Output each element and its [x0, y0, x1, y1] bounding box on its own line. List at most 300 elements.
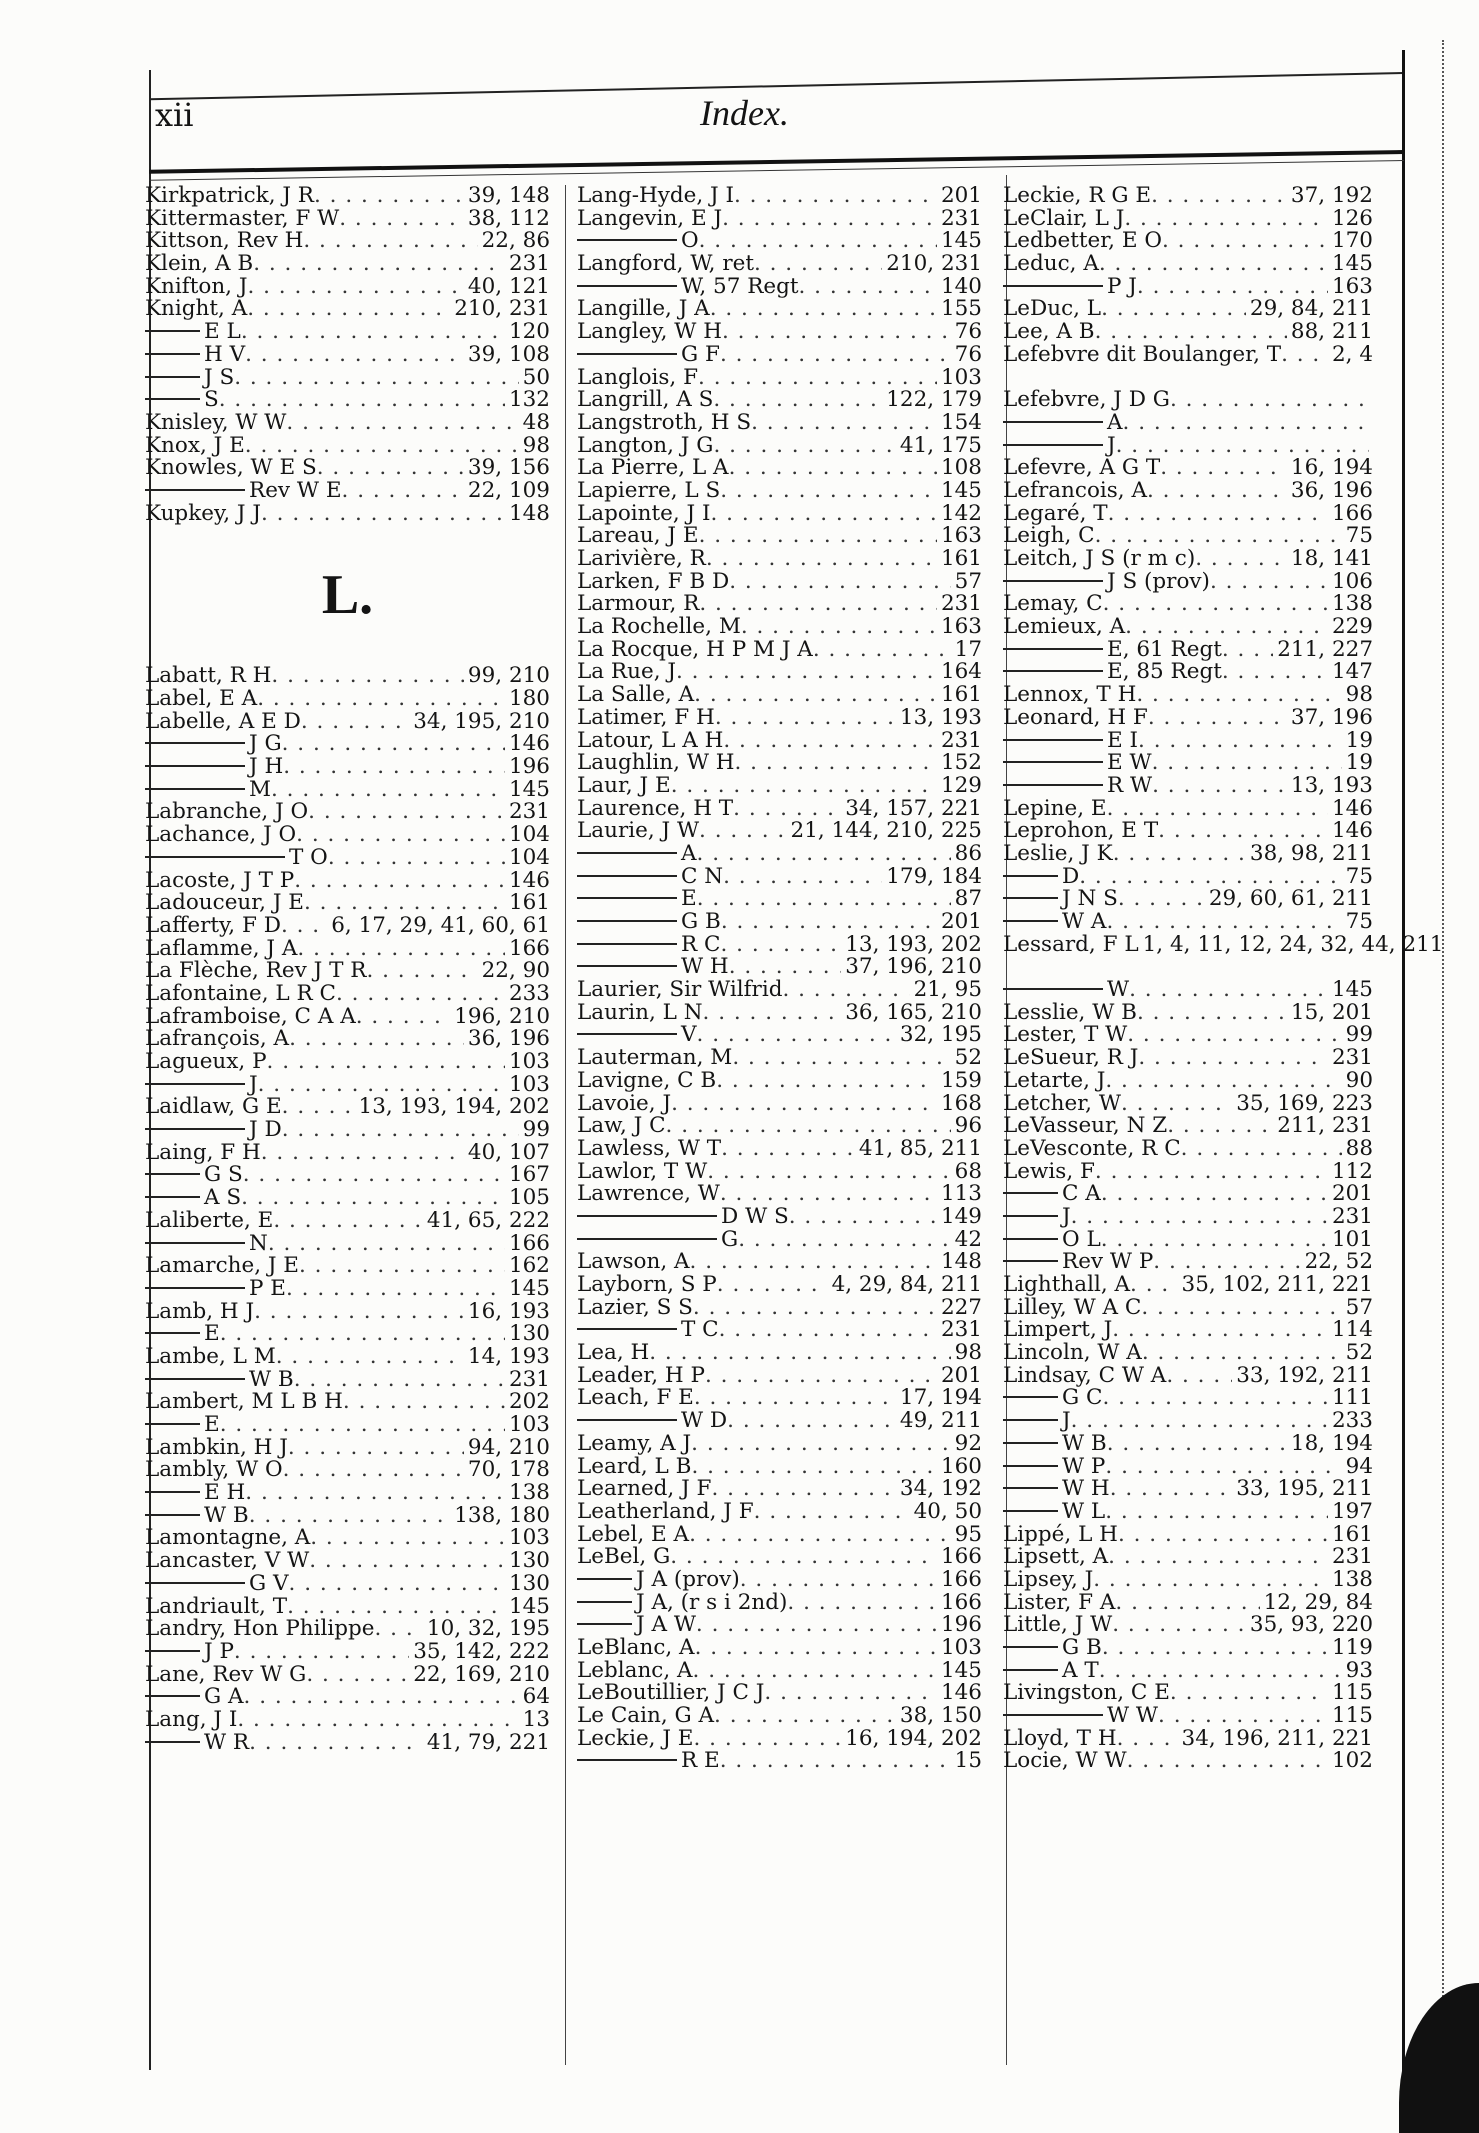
scan-shadow — [1399, 1983, 1479, 2133]
leader-dots — [1160, 457, 1287, 480]
entry-name: J S (prov) — [1107, 568, 1210, 594]
index-entry — [145, 980, 550, 1006]
entry-pages: 142 — [940, 500, 982, 526]
entry-name: Laurence, H T — [577, 795, 734, 821]
entry-pages: 52 — [954, 1045, 982, 1071]
leader-dots — [1103, 593, 1328, 616]
entry-pages: 146 — [1331, 795, 1373, 821]
entry-name: Lamontagne, A — [145, 1525, 311, 1551]
entry-name: G B — [681, 909, 721, 934]
leader-dots — [699, 593, 937, 616]
entry-pages: 22, 169, 210 — [413, 1661, 550, 1687]
index-entry — [145, 1343, 550, 1369]
entry-name: Limpert, J — [1003, 1317, 1113, 1343]
entry-pages: 111 — [1331, 1385, 1373, 1411]
entry-name: Kittermaster, F W — [145, 205, 340, 231]
entry-pages: 231 — [940, 1317, 982, 1343]
leader-dots — [342, 480, 464, 503]
entry-pages: 210, 231 — [454, 296, 550, 322]
entry-pages: 88 — [1345, 1135, 1373, 1161]
entry-pages: 161 — [940, 546, 982, 571]
entry-pages: 146 — [508, 731, 550, 757]
leader-dots — [720, 1750, 951, 1773]
entry-pages: 211, 227 — [1277, 636, 1373, 662]
leader-dots — [694, 684, 937, 707]
entry-pages: 149 — [940, 1203, 982, 1229]
index-entry — [577, 548, 982, 571]
entry-pages: 34, 196, 211, 221 — [1181, 1725, 1373, 1751]
index-entry — [145, 1003, 550, 1029]
entry-name: Kupkey, J J — [145, 500, 261, 526]
leader-dots — [1166, 1365, 1232, 1388]
leader-dots — [310, 1527, 505, 1550]
ditto-rule — [145, 489, 245, 491]
entry-pages: 159 — [940, 1067, 982, 1093]
entry-pages: 52 — [1345, 1340, 1373, 1366]
ditto-rule — [145, 376, 200, 378]
leader-dots — [1210, 571, 1328, 594]
leader-dots — [751, 412, 937, 435]
index-entry — [577, 205, 982, 231]
leader-dots — [721, 911, 937, 934]
leader-dots — [1095, 321, 1287, 344]
entry-pages: 145 — [940, 477, 982, 503]
leader-dots — [714, 1705, 896, 1728]
leader-dots — [719, 1319, 937, 1342]
index-entry — [1003, 389, 1373, 412]
entry-name: Lane, Rev W G — [145, 1661, 307, 1687]
leader-dots — [234, 367, 518, 390]
entry-name: LeDuc, L — [1003, 296, 1102, 322]
entry-pages: 22, 52 — [1304, 1249, 1373, 1275]
entry-pages: 197 — [1331, 1498, 1373, 1524]
entry-name: Labranche, J O — [145, 799, 309, 825]
leader-dots — [219, 389, 505, 412]
leader-dots — [1093, 1569, 1328, 1592]
ditto-rule — [1003, 1396, 1058, 1398]
ditto-rule — [1003, 1419, 1058, 1421]
entry-name: LeVasseur, N Z — [1003, 1113, 1168, 1139]
leader-dots — [294, 1369, 505, 1392]
entry-pages: 18, 194 — [1290, 1430, 1373, 1456]
entry-name: Lincoln, W A — [1003, 1340, 1142, 1366]
ditto-rule — [577, 1601, 632, 1603]
entry-name: Leckie, J E — [577, 1725, 694, 1751]
index-entry — [145, 1459, 550, 1482]
leader-dots — [1152, 752, 1342, 775]
leader-dots — [706, 548, 937, 571]
entry-name: Laidlaw, G E — [145, 1094, 282, 1120]
ditto-rule — [1003, 1669, 1058, 1671]
index-entry — [1003, 500, 1373, 526]
leader-dots — [764, 1682, 937, 1705]
ditto-rule — [1003, 897, 1058, 899]
entry-pages: 231 — [940, 727, 982, 753]
entry-pages: 115 — [1331, 1703, 1373, 1729]
entry-name: G S — [204, 1162, 243, 1188]
entry-pages: 18, 141 — [1290, 546, 1373, 571]
index-entry — [1003, 1135, 1373, 1161]
index-entry — [145, 389, 550, 412]
index-entry — [577, 1342, 982, 1365]
entry-name: Klein, A B — [145, 251, 254, 277]
index-entry — [577, 863, 982, 889]
leader-dots — [787, 1592, 937, 1615]
entry-pages: 13, 193 — [1290, 772, 1373, 798]
entry-pages: 16, 194 — [1290, 455, 1373, 481]
entry-name: O — [681, 228, 699, 254]
index-entry — [1003, 752, 1373, 775]
index-entry — [577, 1410, 982, 1433]
entry-name: Livingston, C E — [1003, 1680, 1170, 1706]
ditto-rule — [577, 1419, 677, 1421]
leader-dots — [289, 1028, 464, 1051]
entry-name: La Rochelle, M — [577, 614, 741, 640]
leader-dots — [1116, 435, 1369, 458]
entry-name: Langley, W H — [577, 319, 722, 345]
ditto-rule — [1003, 920, 1058, 922]
entry-pages: 98 — [954, 1340, 982, 1366]
entry-name: J G — [249, 731, 282, 757]
leader-dots — [1107, 1433, 1287, 1456]
entry-name: Lepine, E — [1003, 795, 1107, 821]
entry-pages: 196, 210 — [454, 1003, 550, 1029]
leader-dots — [1124, 208, 1328, 231]
index-entry — [577, 956, 982, 979]
entry-name: P J — [1107, 273, 1137, 299]
leader-dots — [1141, 1297, 1341, 1320]
index-entry — [1003, 1158, 1373, 1184]
entry-pages: 227 — [940, 1294, 982, 1320]
index-entry — [145, 1096, 550, 1119]
leader-dots — [717, 1274, 828, 1297]
entry-name: Lang-Hyde, J I — [577, 183, 734, 208]
entry-pages: 40, 50 — [913, 1498, 982, 1524]
entry-name: Lea, H — [577, 1340, 650, 1366]
index-entry — [577, 1498, 982, 1524]
index-entry — [577, 1589, 982, 1615]
entry-pages: 13, 193, 202 — [845, 931, 982, 957]
ditto-rule — [145, 398, 200, 400]
entry-name: J D — [249, 1117, 282, 1143]
index-entry — [145, 1661, 550, 1687]
index-entry — [1003, 1750, 1373, 1773]
entry-name: J — [1062, 1203, 1071, 1229]
index-entry — [1003, 1546, 1373, 1569]
entry-name: Lefebvre dit Boulanger, T — [1003, 341, 1282, 367]
entry-pages: 129 — [940, 772, 982, 798]
leader-dots — [267, 1051, 505, 1074]
index-entry — [145, 1550, 550, 1573]
index-entry — [1003, 1566, 1373, 1592]
leader-dots — [234, 1641, 409, 1664]
leader-dots — [741, 616, 937, 639]
index-entry — [1003, 1705, 1373, 1728]
entry-pages: 99 — [522, 1117, 550, 1143]
ditto-rule — [145, 1196, 200, 1198]
entry-pages: 68 — [954, 1158, 982, 1184]
entry-pages: 180 — [508, 686, 550, 711]
entry-pages: 34, 195, 210 — [413, 708, 550, 734]
leader-dots — [1153, 1251, 1300, 1274]
leader-dots — [722, 321, 951, 344]
leader-dots — [1117, 1728, 1178, 1751]
entry-name: Lefevre, A G T — [1003, 455, 1161, 481]
ditto-rule — [1003, 648, 1103, 650]
leader-dots — [1181, 1138, 1342, 1161]
ditto-rule — [577, 1215, 717, 1217]
index-entry — [145, 273, 550, 299]
entry-name: Langille, J A — [577, 296, 710, 322]
page-edge — [1442, 40, 1450, 2080]
index-entry — [577, 795, 982, 821]
entry-name: E H — [204, 1480, 246, 1506]
index-entry — [1003, 432, 1373, 458]
ditto-rule — [1003, 784, 1103, 786]
index-entry — [1003, 979, 1373, 1002]
index-entry — [577, 477, 982, 503]
leader-dots — [249, 1732, 423, 1755]
leader-dots — [1138, 730, 1342, 753]
entry-pages: 202 — [508, 1389, 550, 1415]
index-entry — [1003, 1251, 1373, 1274]
entry-name: Leduc, A — [1003, 251, 1099, 277]
leader-dots — [1107, 798, 1328, 821]
index-entry — [145, 892, 550, 915]
leader-dots — [296, 824, 505, 847]
index-entry — [577, 253, 982, 276]
index-entry — [145, 1482, 550, 1505]
leader-dots — [1129, 979, 1328, 1002]
entry-pages: 160 — [940, 1453, 982, 1479]
leader-dots — [1195, 548, 1287, 571]
leader-dots — [356, 1006, 451, 1029]
page-number: xii — [155, 96, 194, 134]
leader-dots — [754, 253, 882, 276]
entry-pages: 75 — [1345, 863, 1373, 889]
leader-dots — [738, 1229, 950, 1252]
leader-dots — [1105, 1501, 1328, 1524]
entry-name: Lefrancois, A — [1003, 477, 1147, 503]
ditto-rule — [145, 1332, 200, 1334]
entry-pages: 130 — [508, 1548, 550, 1574]
entry-name: T O — [289, 844, 328, 870]
index-entry — [1003, 321, 1373, 344]
entry-pages: 99, 210 — [467, 663, 550, 689]
entry-name: G A — [204, 1684, 244, 1710]
index-entry — [145, 756, 550, 779]
leader-dots — [336, 983, 505, 1006]
entry-name: Larken, F B D — [577, 568, 730, 594]
entry-name: A — [681, 840, 697, 866]
leader-dots — [304, 892, 505, 915]
index-entry — [145, 935, 550, 961]
entry-pages: 103 — [508, 1071, 550, 1097]
leader-dots — [339, 208, 464, 231]
leader-dots — [1222, 639, 1273, 662]
ditto-rule — [1003, 875, 1058, 877]
index-entry — [1003, 888, 1373, 911]
index-column-2 — [577, 185, 982, 1773]
index-entry — [1003, 477, 1373, 503]
entry-pages: 36, 196 — [467, 1026, 550, 1052]
entry-pages: 103 — [508, 1525, 550, 1551]
entry-pages: 104 — [508, 844, 550, 870]
index-entry — [145, 432, 550, 458]
index-entry — [145, 477, 550, 503]
index-entry — [1003, 1115, 1373, 1138]
ditto-rule — [145, 1491, 200, 1493]
ditto-rule — [1003, 1465, 1058, 1467]
entry-name: H V — [204, 341, 246, 367]
leader-dots — [691, 1456, 937, 1479]
entry-name: T C — [681, 1317, 719, 1343]
entry-name: Laughlin, W H — [577, 750, 735, 776]
leader-dots — [1105, 1456, 1341, 1479]
entry-pages: 103 — [940, 364, 982, 390]
entry-name: Laurin, L N — [577, 999, 703, 1025]
entry-pages: 201 — [940, 183, 982, 208]
entry-name: R C — [681, 931, 721, 957]
ditto-rule — [145, 1378, 245, 1380]
index-entry — [1003, 684, 1373, 707]
entry-name: O L — [1062, 1226, 1101, 1252]
index-entry — [145, 1230, 550, 1256]
entry-name: Larmour, R — [577, 591, 700, 617]
entry-pages: 211, 231 — [1277, 1113, 1373, 1139]
entry-name: Learned, J F — [577, 1476, 712, 1502]
index-entry — [1003, 727, 1373, 753]
leader-dots — [735, 752, 937, 775]
index-column-3 — [1003, 183, 1444, 1774]
index-entry — [1003, 1387, 1373, 1410]
index-entry — [577, 911, 982, 934]
entry-name: La Pierre, L A — [577, 455, 729, 481]
entry-pages: 130 — [508, 1570, 550, 1596]
entry-pages: 34, 192 — [899, 1476, 982, 1502]
index-entry — [145, 253, 550, 276]
index-entry — [145, 1323, 550, 1346]
entry-pages: 105 — [508, 1185, 550, 1211]
entry-pages: 15 — [954, 1748, 982, 1774]
entry-pages: 21, 95 — [913, 977, 982, 1003]
index-entry — [145, 665, 550, 688]
leader-dots — [317, 457, 464, 480]
entry-name: E — [204, 1412, 220, 1437]
entry-pages: 166 — [508, 1230, 550, 1256]
ditto-rule — [577, 897, 677, 899]
index-entry — [1003, 1362, 1373, 1388]
leader-dots — [1112, 1614, 1246, 1637]
entry-name: Langford, W, ret — [577, 251, 754, 277]
index-entry — [145, 1527, 550, 1550]
index-list — [145, 665, 550, 1754]
entry-pages: 140 — [940, 273, 982, 299]
ditto-rule — [1003, 761, 1103, 763]
entry-name: Lambkin, H J — [145, 1434, 288, 1460]
index-entry — [577, 931, 982, 957]
entry-name: R E — [681, 1748, 720, 1774]
entry-name: G F — [681, 341, 720, 367]
leader-dots — [282, 1096, 355, 1119]
entry-name: Ledbetter, E O — [1003, 228, 1162, 254]
leader-dots — [1147, 480, 1287, 503]
leader-dots — [271, 779, 505, 802]
entry-pages: 120 — [508, 319, 550, 345]
leader-dots — [297, 938, 505, 961]
leader-dots — [281, 915, 327, 938]
entry-name: Lambe, L M — [145, 1343, 276, 1369]
entry-name: LeVesconte, R C — [1003, 1135, 1181, 1161]
entry-pages: 229 — [1331, 614, 1373, 640]
index-entry — [1003, 636, 1373, 662]
entry-name: W, 57 Regt — [681, 273, 799, 299]
index-entry — [577, 1657, 982, 1683]
leader-dots — [670, 1546, 937, 1569]
entry-pages: 36, 196 — [1290, 477, 1373, 503]
entry-pages: 231 — [1331, 1045, 1373, 1071]
leader-dots — [715, 707, 896, 730]
leader-dots — [1101, 1229, 1328, 1252]
leader-dots — [666, 1115, 951, 1138]
index-column-1 — [145, 185, 550, 1754]
leader-dots — [254, 1301, 464, 1324]
leader-dots — [694, 1387, 896, 1410]
leader-dots — [699, 230, 937, 253]
column-rule — [565, 185, 566, 2065]
leader-dots — [366, 960, 477, 983]
index-entry — [1003, 1274, 1373, 1297]
entry-name: Legaré, T — [1003, 500, 1108, 526]
entry-name: G B — [1062, 1635, 1102, 1660]
entry-name: C N — [681, 863, 724, 889]
entry-pages: 145 — [940, 1657, 982, 1683]
leader-dots — [309, 1550, 505, 1573]
ditto-rule — [577, 943, 677, 945]
entry-name: Locie, W W — [1003, 1748, 1127, 1774]
entry-name: La Flèche, Rev J T R — [145, 958, 367, 984]
index-entry — [577, 500, 982, 526]
entry-name: Leckie, R G E — [1003, 183, 1152, 208]
index-entry — [1003, 457, 1373, 480]
leader-dots — [1222, 661, 1328, 684]
entry-pages: 201 — [940, 1362, 982, 1388]
index-entry — [1003, 525, 1373, 548]
index-entry — [577, 1024, 982, 1047]
leader-dots — [244, 1686, 519, 1709]
entry-pages: 39, 148 — [467, 183, 550, 208]
ditto-rule — [145, 788, 245, 790]
entry-pages: 102 — [1331, 1748, 1373, 1774]
entry-pages: 231 — [508, 799, 550, 825]
index-entry — [577, 1158, 982, 1184]
entry-pages: 41, 85, 211 — [858, 1135, 982, 1161]
leader-dots — [1095, 525, 1342, 548]
index-list — [145, 185, 550, 525]
entry-pages: 29, 84, 211 — [1249, 296, 1373, 322]
leader-dots — [699, 525, 937, 548]
spacer — [1003, 367, 1373, 390]
leader-dots — [727, 1410, 896, 1433]
leader-dots — [1102, 1637, 1328, 1660]
entry-pages: 170 — [1331, 228, 1373, 254]
entry-pages: 231 — [940, 591, 982, 617]
entry-name: J S — [204, 364, 235, 390]
entry-pages: 145 — [508, 1593, 550, 1619]
leader-dots — [1281, 344, 1328, 367]
index-entry — [1003, 840, 1373, 866]
entry-pages: 145 — [508, 776, 550, 802]
